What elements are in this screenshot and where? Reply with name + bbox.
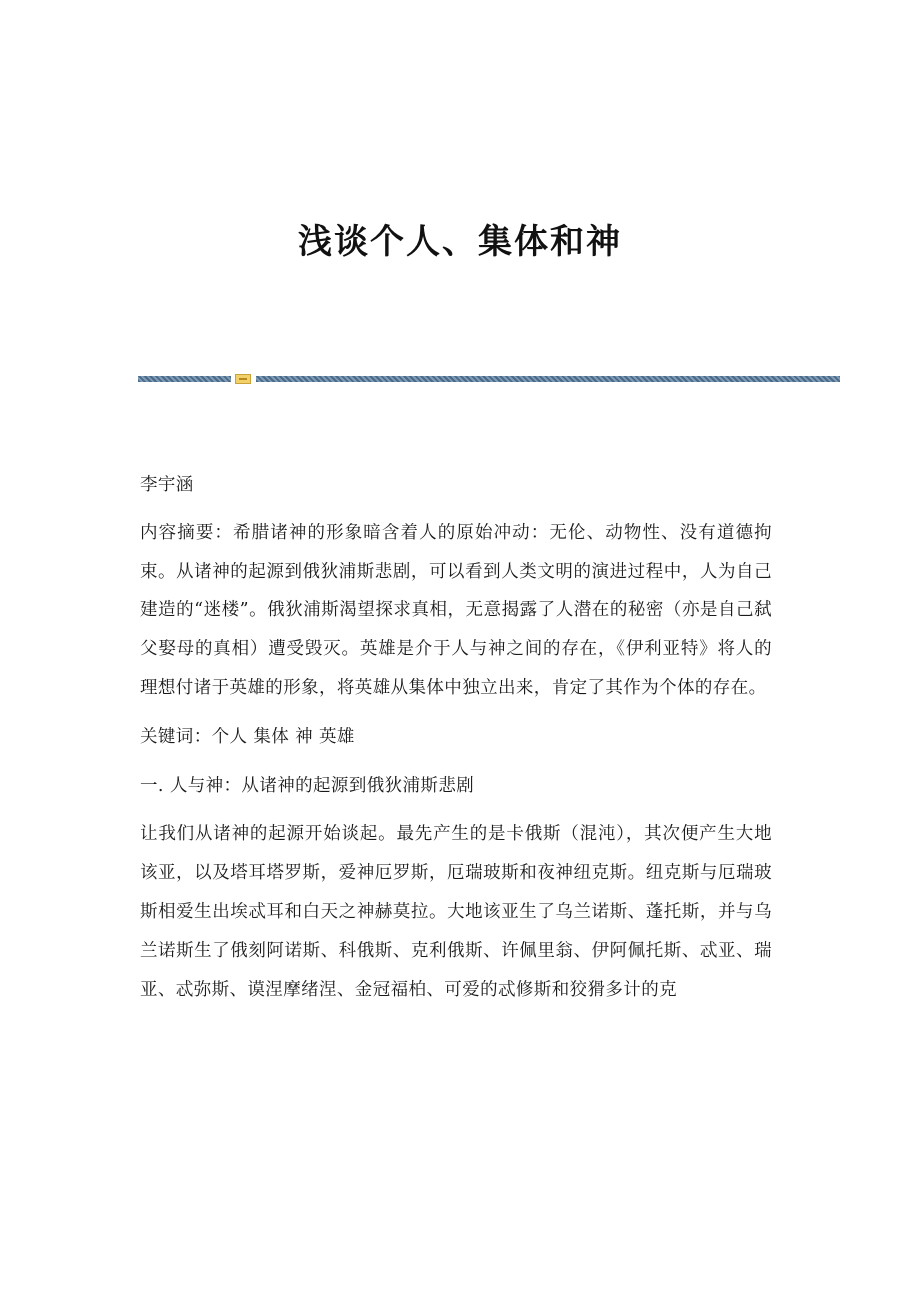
abstract-text: 希腊诸神的形象暗含着人的原始冲动：无伦、动物性、没有道德拘束。从诸神的起源到俄狄浦斯悲剧，可以看到人类文明的演进过程中，人为自己建造的“迷楼”。俄狄浦斯渴望探求真相，无意揭露了人潜在的秘密（亦是自己弑父娶母的真相）遭受毁灭。英雄是介于人与神之间的存在，《伊利亚特》将人的理想付诸于英雄的形象，将英雄从集体中独立出来，肯定了其作为个体的存在。 <box>140 522 772 698</box>
keywords-label: 关键词： <box>140 726 212 747</box>
divider-ornament-icon <box>235 374 251 384</box>
abstract-label: 内容摘要： <box>140 522 234 543</box>
divider-bar-right <box>256 376 840 382</box>
keywords-text: 个人 集体 神 英雄 <box>211 726 355 747</box>
divider-bar-left <box>138 376 231 382</box>
section-heading: 一. 人与神：从诸神的起源到俄狄浦斯悲剧 <box>140 775 475 796</box>
abstract-paragraph <box>140 514 772 708</box>
keywords-paragraph <box>140 718 772 757</box>
document-title: 浅谈个人、集体和神 <box>298 222 622 262</box>
document-body <box>140 466 772 1019</box>
body-paragraph: 让我们从诸神的起源开始谈起。最先产生的是卡俄斯（混沌），其次便产生大地该亚，以及塔耳塔罗斯，爱神厄罗斯，厄瑞玻斯和夜神纽克斯。纽克斯与厄瑞玻斯相爱生出埃忒耳和白天之神赫莫拉。大地该亚生了乌兰诺斯、蓬托斯，并与乌兰诺斯生了俄刻阿诺斯、科俄斯、克利俄斯、许佩里翁、伊阿佩托斯、忒亚、瑞亚、忒弥斯、谟涅摩绪涅、金冠福柏、可爱的忒修斯和狡猾多计的克 <box>140 824 772 1000</box>
title-divider <box>138 374 840 384</box>
author-name: 李宇涵 <box>140 475 194 495</box>
